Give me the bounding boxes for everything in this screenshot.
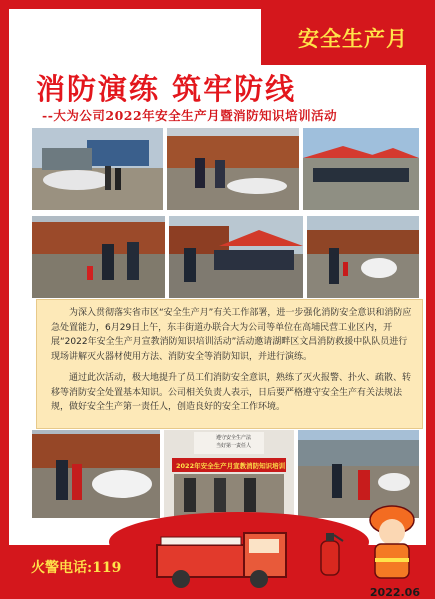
photo-banner-text: 2022年安全生产月宣教消防知识培训: [176, 462, 286, 470]
article-paragraph-1: 为深入贯彻落实省市区“安全生产月”有关工作部署，进一步强化消防安全意识和消防应急处置能力，6月29日上午，东丰街道办联合大为公司等单位在高埔民营工业区内，开展“2022年安全生产月宣教消防知识培训活动”活动邀请湖畔区文昌消防救援中队队员进行现场讲解灭火器材使用方法、消防安全等消防知识，并进行演练。: [51, 308, 412, 362]
fire-hotline: 火警电话:119: [31, 560, 122, 576]
photo-crowd-tent: [302, 127, 420, 211]
photo-tent-audience: [168, 215, 304, 299]
page-title: 消防演练 筑牢防线: [36, 72, 297, 106]
fire-extinguisher-icon: [315, 529, 345, 577]
fire-truck-icon: [149, 525, 299, 589]
poster: [9, 9, 426, 599]
photo-banner-group: [163, 429, 295, 519]
top-banner: [261, 9, 426, 65]
photo-fireman-demo: [166, 127, 300, 211]
poster-date: 2022.06: [369, 586, 420, 599]
photo-sign-line2: 当好第一责任人: [216, 443, 252, 449]
article-paragraph-2: 通过此次活动，极大地提升了员工们消防安全意识，熟练了灭火报警、扑火、疏散、转移等消防安全处置基本知识。公司相关负责人表示，日后要严格遵守安全生产有关法规法规，做好安全生产第一责任人，创造良好的安全工作环境。: [51, 373, 412, 412]
firefighter-mascot-icon: [359, 502, 425, 584]
page-subtitle: --大为公司2022年安全生产月暨消防知识培训活动: [42, 108, 338, 123]
article-body: [36, 299, 423, 429]
photo-fire-truck-spray: [31, 127, 164, 211]
banner-title: 安全生产月: [298, 27, 408, 51]
photo-fire-drill-spray: [31, 429, 161, 519]
photo-fire-bowl: [306, 215, 420, 299]
photo-extinguisher-demo: [31, 215, 166, 299]
photo-sign-line1: 遵守安全生产法: [216, 435, 252, 441]
